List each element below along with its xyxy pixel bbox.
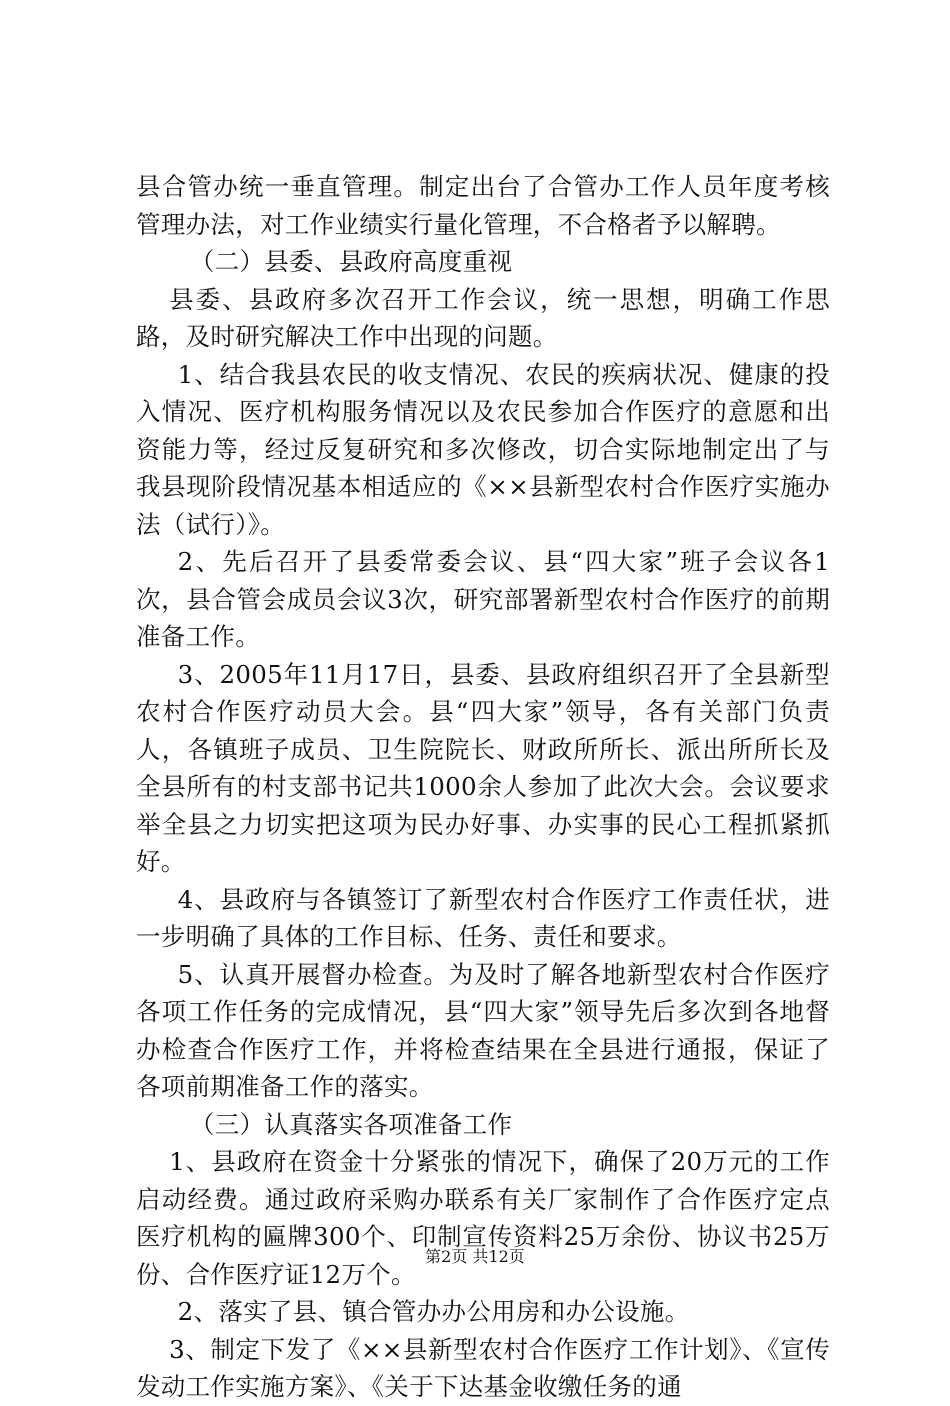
paragraph-intro: 县委、县政府多次召开工作会议，统一思想，明确工作思路，及时研究解决工作中出现的问题。 — [136, 284, 830, 351]
page-number-footer: 第2页 共12页 — [425, 1247, 525, 1266]
document-body — [136, 168, 830, 1406]
list-item-5: 5、认真开展督办检查。为及时了解各地新型农村合作医疗各项工作任务的完成情况，县“四大家”领导先后多次到各地督办检查合作医疗工作，并将检查结果在全县进行通报，保证了各项前期准备工作的落实。 — [136, 959, 830, 1101]
list-item-3-2: 2、落实了县、镇合管办办公用房和办公设施。 — [177, 1297, 690, 1326]
section-heading-3: （三）认真落实各项准备工作 — [189, 1109, 513, 1139]
list-item-3: 3、2005年11月17日，县委、县政府组织召开了全县新型农村合作医疗动员大会。县“四大家”领导，各有关部门负责人，各镇班子成员、卫生院院长、财政所所长、派出所所长及全县所有的村支部书记共1000余人参加了此次大会。会议要求举全县之力切实把这项为民办好事、办实事的民心工程抓紧抓好。 — [136, 659, 830, 876]
section-heading-2: （二）县委、县政府高度重视 — [189, 247, 513, 276]
list-item-4: 4、县政府与各镇签订了新型农村合作医疗工作责任状，进一步明确了具体的工作目标、任务、责任和要求。 — [136, 884, 830, 951]
list-item-3-3: 3、制定下发了《××县新型农村合作医疗工作计划》、《宣传发动工作实施方案》、《关于下达基金收缴任务的通 — [136, 1334, 830, 1401]
list-item-2: 2、先后召开了县委常委会议、县“四大家”班子会议各1次，县合管会成员会议3次，研究部署新型农村合作医疗的前期准备工作。 — [136, 547, 831, 651]
list-item-3-1: 1、县政府在资金十分紧张的情况下，确保了20万元的工作启动经费。通过政府采购办联系有关厂家制作了合作医疗定点医疗机构的匾牌300个、印制宣传资料25万余份、协议书25万份、合作医疗证12万个。 — [136, 1147, 830, 1289]
list-item-1: 1、结合我县农民的收支情况、农民的疾病状况、健康的投入情况、医疗机构服务情况以及农民参加合作医疗的意愿和出资能力等，经过反复研究和多次修改，切合实际地制定出了与我县现阶段情况基本相适应的《××县新型农村合作医疗实施办法（试行）》。 — [136, 359, 830, 539]
paragraph-continuation: 县合管办统一垂直管理。制定出台了合管办工作人员年度考核管理办法，对工作业绩实行量化管理，不合格者予以解聘。 — [136, 172, 830, 239]
